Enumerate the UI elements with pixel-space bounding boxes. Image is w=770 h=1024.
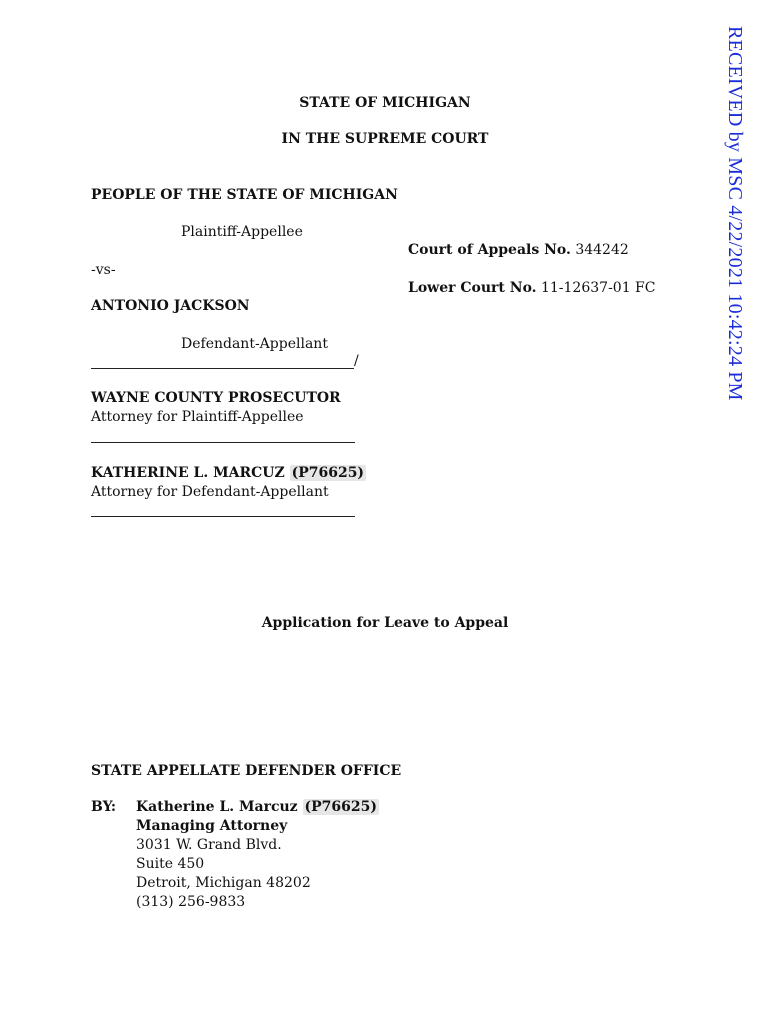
defense-role: Attorney for Defendant-Appellant bbox=[91, 484, 329, 500]
defense-name: KATHERINE L. MARCUZ bbox=[91, 465, 285, 481]
caption-slash: / bbox=[354, 353, 359, 369]
defense-attorney bbox=[91, 464, 366, 482]
defense-divider bbox=[91, 516, 355, 517]
address-line-1: 3031 W. Grand Blvd. bbox=[136, 837, 282, 853]
plaintiff-name: PEOPLE OF THE STATE OF MICHIGAN bbox=[91, 187, 398, 203]
plaintiff-role: Plaintiff-Appellee bbox=[181, 224, 303, 240]
court-of-appeals-number bbox=[408, 241, 629, 259]
office-name: STATE APPELLATE DEFENDER OFFICE bbox=[91, 763, 402, 779]
signing-attorney-bar: (P76625) bbox=[304, 799, 377, 815]
attorney-title: Managing Attorney bbox=[136, 818, 288, 834]
received-stamp: RECEIVED by MSC 4/22/2021 10:42:24 PM bbox=[724, 26, 746, 401]
by-label: BY: bbox=[91, 799, 117, 815]
prosecutor-divider bbox=[91, 442, 355, 443]
defendant-role: Defendant-Appellant bbox=[181, 336, 328, 352]
coa-label: Court of Appeals No. bbox=[408, 242, 571, 258]
signing-attorney-name: Katherine L. Marcuz bbox=[136, 799, 298, 815]
document-title: Application for Leave to Appeal bbox=[261, 615, 509, 631]
lower-court-number bbox=[408, 279, 656, 297]
address-line-2: Suite 450 bbox=[136, 856, 205, 872]
defense-bar-number: (P76625) bbox=[291, 465, 365, 481]
prosecutor-role: Attorney for Plaintiff-Appellee bbox=[91, 409, 304, 425]
state-heading: STATE OF MICHIGAN bbox=[299, 95, 471, 111]
signing-attorney bbox=[136, 798, 379, 816]
phone-number: (313) 256-9833 bbox=[136, 894, 246, 910]
court-heading: IN THE SUPREME COURT bbox=[281, 131, 489, 147]
coa-value: 344242 bbox=[575, 242, 629, 258]
lower-value: 11-12637-01 FC bbox=[540, 280, 656, 296]
address-line-3: Detroit, Michigan 48202 bbox=[136, 875, 311, 891]
caption-divider bbox=[91, 368, 354, 369]
prosecutor-name: WAYNE COUNTY PROSECUTOR bbox=[91, 390, 341, 406]
defendant-name: ANTONIO JACKSON bbox=[91, 298, 250, 314]
versus-text: -vs- bbox=[91, 262, 116, 278]
lower-label: Lower Court No. bbox=[408, 280, 537, 296]
